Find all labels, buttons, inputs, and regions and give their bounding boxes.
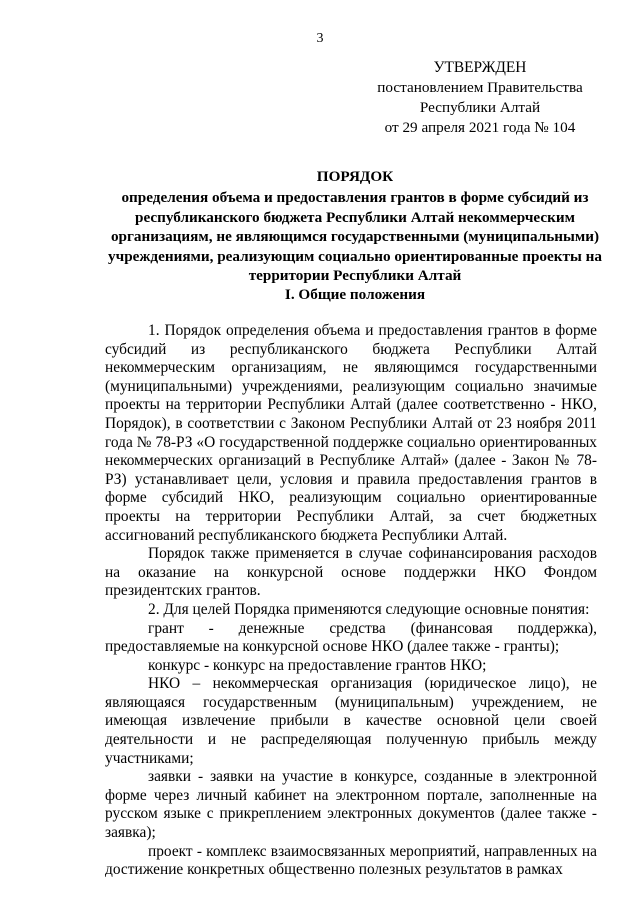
approval-heading: УТВЕРЖДЕН — [433, 59, 527, 76]
paragraph: 2. Для целей Порядка применяются следующие основные понятия: — [148, 600, 590, 618]
paragraph: заявки - заявки на участие в конкурсе, созданные в электронной форме через личный кабинет на электронном портале, заполненные на русском языке с прикреплением электронных документов (далее также - заявка); — [105, 768, 597, 842]
section-heading: I. Общие положения — [284, 286, 426, 303]
paragraph: грант - денежные средства (финансовая поддержка), предоставляемые на конкурсной основе НКО (далее также - гранты); — [105, 619, 597, 656]
page-number: 3 — [316, 31, 324, 46]
document-title — [95, 167, 615, 285]
paragraph: НКО – некоммерческая организация (юридическое лицо), не являющаяся государственным (муниципальным) учреждением, не имеющая извлечение прибыли в качестве основной цели своей деятельности и не распределяющая полученную прибыль между участниками; — [105, 675, 597, 767]
paragraph: проект - комплекс взаимосвязанных мероприятий, направленных на достижение конкретных общественно полезных результатов в рамках — [105, 842, 597, 879]
paragraph: Порядок также применяется в случае софинансирования расходов на оказание на конкурсной основе поддержки НКО Фондом президентских грантов. — [105, 545, 597, 600]
approval-stamp — [340, 58, 620, 138]
paragraph: 1. Порядок определения объема и предоставления грантов в форме субсидий из республиканского бюджета Республики Алтай некоммерческим организациям, не являющимся государственными (муниципальными) учреждениями, реализующим социально значимые проекты на территории Республики Алтай (далее соответственно - НКО, Порядок), в соответствии с Законом Республики Алтай от 23 ноября 2011 года № 78-РЗ «О государственной поддержке социально ориентированных некоммерческих организаций в Республике Алтай» (далее - Закон № 78-РЗ) устанавливает цели, условия и правила предоставления грантов в форме субсидий НКО, реализующим социально ориентированные проекты на территории Республики Алтай, за счет бюджетных ассигнований республиканского бюджета Республики Алтай. — [105, 322, 597, 544]
title-subtitle: определения объема и предоставления грантов в форме субсидий из республиканского бюджета Республики Алтай некоммерческим организациям, не являющимся государственными (муниципальными) учреждениями, реализующим социально ориентированные проекты на территории Республики Алтай — [108, 189, 602, 285]
paragraph: конкурс - конкурс на предоставление грантов НКО; — [148, 656, 487, 674]
document-body — [105, 322, 597, 880]
approval-line-1: постановлением Правительства — [377, 79, 583, 96]
title-main: ПОРЯДОК — [316, 168, 394, 185]
approval-line-3: от 29 апреля 2021 года № 104 — [384, 119, 576, 136]
approval-line-2: Республики Алтай — [419, 99, 541, 116]
